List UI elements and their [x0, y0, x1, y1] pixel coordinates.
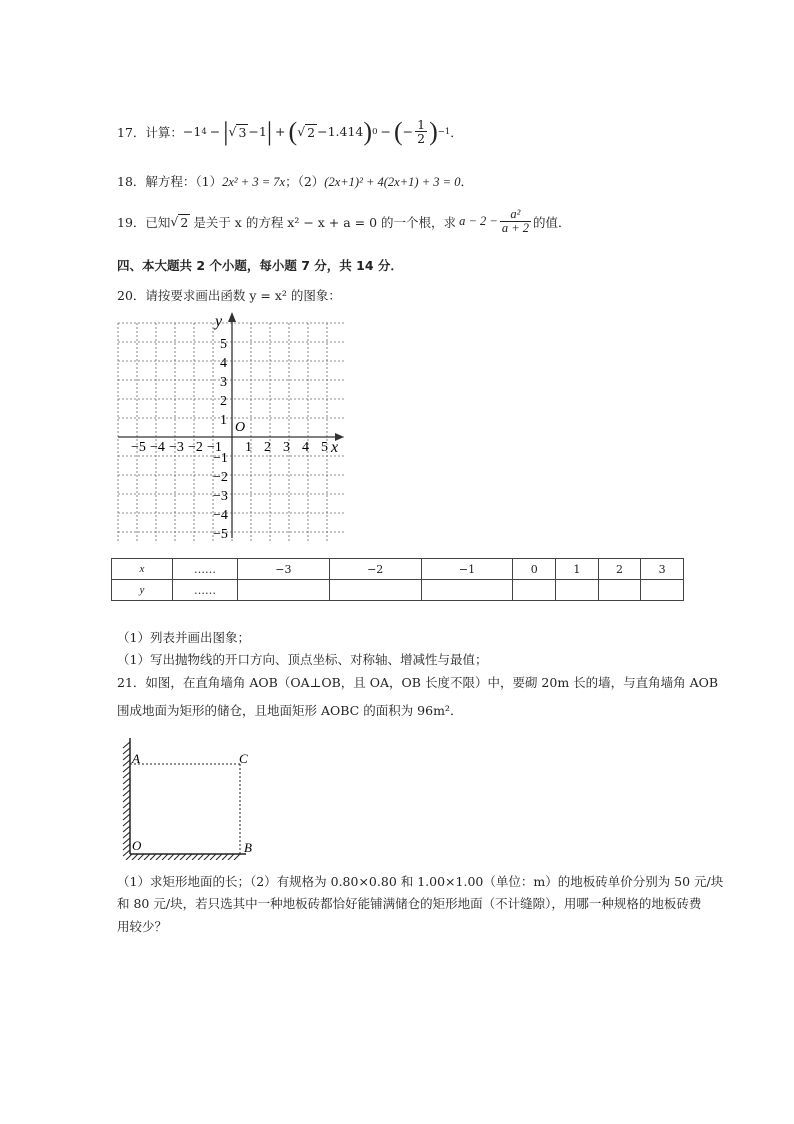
hatch-stroke [210, 854, 216, 860]
table-row-y [112, 580, 684, 601]
table-cell: 0 [513, 559, 556, 580]
label-a: A [132, 751, 140, 766]
hatch-stroke [123, 814, 130, 820]
hatch-stroke [216, 854, 222, 860]
x-tick-label: 5 [321, 440, 328, 455]
paren-right: ) [429, 116, 438, 146]
question-20: 20．请按要求画出函数 y = x² 的图象： [117, 288, 341, 303]
x-tick-label: −2 [188, 440, 203, 455]
table-cell-input[interactable] [641, 580, 684, 601]
table-cell: −1 [421, 559, 513, 580]
hatch-stroke [222, 854, 228, 860]
x-tick-label: −3 [169, 440, 184, 455]
table-cell: 2 [598, 559, 641, 580]
sqrt-sign: √ [170, 214, 179, 230]
hatch-stroke [126, 854, 132, 860]
table-cell: …… [173, 559, 238, 580]
fraction-one-half [415, 118, 427, 145]
hatch-stroke [198, 854, 204, 860]
table-cell: …… [173, 580, 238, 601]
x-tick-label: −1 [207, 440, 222, 455]
table-cell-input[interactable] [421, 580, 513, 601]
x-tick-label: 1 [245, 440, 252, 455]
hatch-stroke [156, 854, 162, 860]
q17-op: + [275, 124, 286, 140]
hatch-stroke [204, 854, 210, 860]
q17-radicand: 3 [238, 124, 247, 140]
y-tick-label: −5 [213, 527, 228, 542]
x-axis-label: x [331, 439, 339, 456]
table-cell-input[interactable] [238, 580, 330, 601]
question-19 [117, 208, 571, 235]
hatch-stroke [123, 802, 130, 808]
table-cell-input[interactable] [598, 580, 641, 601]
x-tick-label: 3 [283, 440, 290, 455]
table-cell-input[interactable] [556, 580, 599, 601]
q19-fraction [500, 208, 531, 235]
q17-exp: 0 [372, 126, 378, 137]
label-b: B [244, 840, 252, 855]
table-cell: −2 [329, 559, 421, 580]
hatch-stroke [123, 748, 130, 754]
question-18 [117, 172, 473, 190]
label-c: C [239, 751, 248, 766]
q19-radicand: 2 [180, 214, 189, 230]
y-axis-label: y [215, 313, 223, 330]
hatch-stroke [123, 754, 130, 760]
hatch-stroke [150, 854, 156, 860]
hatch-stroke [123, 832, 130, 838]
table-cell-input[interactable] [329, 580, 421, 601]
origin-label: O [235, 420, 246, 435]
hatch-stroke [144, 854, 150, 860]
table-cell: −3 [238, 559, 330, 580]
q17-term: −1 [248, 124, 267, 140]
hatch-stroke [123, 772, 130, 778]
q17-op: − [402, 124, 414, 140]
q19-mid: 是关于 x 的方程 x² − x + a = 0 的一个根，求 [193, 214, 457, 230]
q18-sep: ；（2） [285, 174, 325, 189]
q17-op: − [209, 124, 221, 140]
q21-line1: 21．如图，在直角墙角 AOB（OA⊥OB，且 OA，OB 长度不限）中，要砌 20m 长的墙，与直角墙角 AOB [117, 675, 719, 690]
q21-sub-line1: （1）求矩形地面的长；（2）有规格为 0.80×0.80 和 1.00×1.00（单位：m）的地板砖单价分别为 50 元/块 [117, 874, 724, 889]
hatch-stroke [123, 838, 130, 844]
x-tick-labels [131, 440, 328, 455]
abs-left: | [223, 116, 229, 146]
hatch-stroke [138, 854, 144, 860]
q21-sub-line2: 和 80 元/块，若只选其中一种地板砖都恰好能铺满储仓的矩形地面（不计缝隙），用哪一种规格的地板砖费 [117, 896, 702, 911]
q19-expr: a − 2 − [459, 214, 498, 229]
y-tick-label: 4 [220, 356, 227, 371]
y-tick-label: 2 [220, 394, 227, 409]
section-4-heading: 四、本大题共 2 个小题，每小题 7 分，共 14 分． [117, 258, 403, 273]
hatch-stroke [168, 854, 174, 860]
sqrt-sign: √ [297, 124, 306, 140]
q18-eq1: 2x² + 3 = 7x [222, 175, 286, 189]
q21-sub-line3: 用较少？ [117, 919, 168, 934]
hatch-stroke [123, 742, 130, 748]
q17-end: ． [450, 124, 463, 140]
hatch-stroke [186, 854, 192, 860]
y-tick-label: −4 [213, 508, 228, 523]
y-tick-label: −2 [213, 470, 228, 485]
paren-left: ( [393, 116, 403, 146]
frac-den: a + 2 [501, 221, 529, 236]
hatch-stroke [123, 820, 130, 826]
hatch-stroke [123, 826, 130, 832]
q17-exp: −1 [437, 126, 451, 137]
q19-prefix: 19．已知 [117, 214, 171, 230]
hatch-stroke [123, 778, 130, 784]
hatch-stroke [132, 854, 138, 860]
hatch-stroke [123, 808, 130, 814]
q17-term: −1.414 [317, 124, 364, 140]
hatch-stroke [192, 854, 198, 860]
q20-sub1: （1）列表并画出图象； [117, 630, 250, 645]
sqrt-sign: √ [228, 124, 237, 140]
value-table [111, 558, 684, 601]
x-tick-label: 4 [302, 440, 309, 455]
hatch-stroke [123, 784, 130, 790]
q17-term: −1 [182, 124, 202, 140]
paren-right: ) [363, 116, 373, 146]
wall-hatch-left [123, 742, 130, 856]
y-tick-label: 1 [220, 413, 227, 428]
x-tick-label: 2 [264, 440, 271, 455]
hatch-stroke [123, 790, 130, 796]
hatch-stroke [123, 850, 130, 856]
q18-label: 18．解方程：（1） [117, 174, 223, 189]
q18-eq2: (2x+1)² + 4(2x+1) + 3 = 0 [324, 175, 461, 189]
q17-radicand: 2 [307, 124, 316, 140]
hatch-stroke [174, 854, 180, 860]
q17-op: − [380, 124, 391, 140]
q21-line2: 围成地面为矩形的储仓，且地面矩形 AOBC 的面积为 96m²． [117, 703, 463, 718]
table-cell: 3 [641, 559, 684, 580]
storage-rectangle-figure [118, 736, 268, 860]
hatch-stroke [123, 766, 130, 772]
frac-den: 2 [417, 131, 426, 147]
y-tick-label: −1 [213, 451, 228, 466]
hatch-stroke [234, 854, 240, 860]
frac-num: a² [510, 207, 521, 221]
q20-sub2: （1）写出抛物线的开口方向、顶点坐标、对称轴、增减性与最值； [117, 652, 488, 667]
hatch-stroke [228, 854, 234, 860]
y-tick-label: 3 [220, 375, 227, 390]
hatch-stroke [123, 796, 130, 802]
hatch-stroke [123, 760, 130, 766]
wall-hatch-bottom [126, 854, 240, 860]
table-cell: x [112, 559, 173, 580]
q19-suffix: 的值． [533, 214, 571, 230]
abs-right: | [266, 116, 273, 146]
q18-end: ． [460, 174, 473, 189]
y-axis-arrow [228, 312, 236, 322]
y-tick-label: −3 [213, 489, 228, 504]
table-row-x [112, 559, 684, 580]
label-o: O [132, 838, 142, 853]
coordinate-grid [113, 310, 345, 542]
table-cell: y [112, 580, 173, 601]
q17-label: 17．计算： [117, 124, 183, 140]
table-cell-input[interactable] [513, 580, 556, 601]
y-tick-label: 5 [220, 337, 227, 352]
hatch-stroke [180, 854, 186, 860]
frac-num: 1 [417, 117, 426, 132]
x-tick-label: −4 [150, 440, 165, 455]
table-cell: 1 [556, 559, 599, 580]
hatch-stroke [123, 844, 130, 850]
x-tick-label: −5 [131, 440, 146, 455]
q17-exp: 4 [201, 126, 207, 137]
question-17 [117, 118, 463, 145]
paren-left: ( [288, 116, 298, 146]
hatch-stroke [162, 854, 168, 860]
